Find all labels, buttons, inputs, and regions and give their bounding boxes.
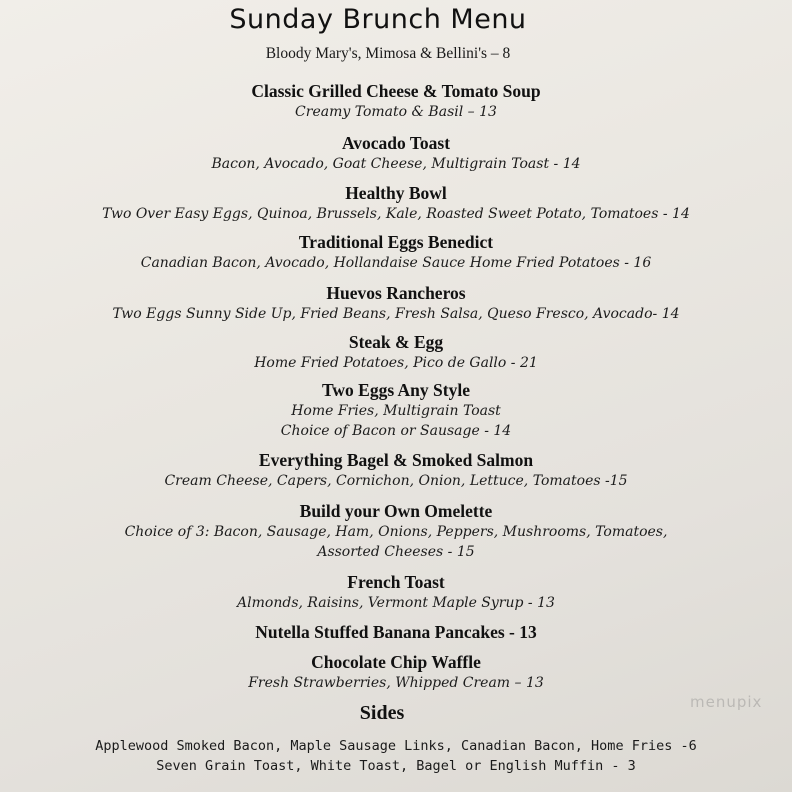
menu-item-healthy-bowl	[0, 182, 792, 224]
menu-item-grilled-cheese	[0, 80, 792, 122]
item-name: Nutella Stuffed Banana Pancakes - 13	[255, 622, 537, 642]
item-name: Classic Grilled Cheese & Tomato Soup	[251, 81, 541, 101]
item-desc: Home Fried Potatoes, Pico de Gallo - 21	[254, 355, 538, 371]
item-desc: Two Eggs Sunny Side Up, Fried Beans, Fresh Salsa, Queso Fresco, Avocado- 14	[112, 306, 680, 322]
item-desc: Almonds, Raisins, Vermont Maple Syrup - 13	[237, 595, 555, 611]
menu-item-avocado-toast	[0, 132, 792, 174]
item-name: French Toast	[347, 572, 445, 592]
menu-item-bagel-salmon	[0, 449, 792, 491]
item-name: Steak & Egg	[348, 332, 444, 352]
item-desc: Choice of Bacon or Sausage - 14	[280, 423, 512, 439]
item-name: Chocolate Chip Waffle	[311, 652, 481, 672]
item-desc: Cream Cheese, Capers, Cornichon, Onion, Lettuce, Tomatoes -15	[164, 473, 628, 489]
menu-item-steak-egg	[0, 331, 792, 373]
item-name: Build your Own Omelette	[299, 501, 493, 521]
watermark-logo: menupix	[690, 693, 763, 711]
sides-heading: Sides	[359, 702, 405, 724]
menu-item-huevos-rancheros	[0, 282, 792, 324]
menu-item-two-eggs	[0, 379, 792, 441]
item-desc: Creamy Tomato & Basil – 13	[295, 104, 497, 120]
item-name: Healthy Bowl	[345, 183, 447, 203]
item-desc: Home Fries, Multigrain Toast	[291, 403, 501, 419]
menu-title: Sunday Brunch Menu	[229, 4, 527, 35]
sides-line: Applewood Smoked Bacon, Maple Sausage Links, Canadian Bacon, Home Fries -6	[95, 738, 697, 754]
menu-item-eggs-benedict	[0, 231, 792, 273]
item-name: Avocado Toast	[341, 133, 451, 153]
menu-item-chocolate-waffle	[0, 651, 792, 693]
item-name: Two Eggs Any Style	[322, 380, 470, 400]
item-desc: Bacon, Avocado, Goat Cheese, Multigrain Toast - 14	[211, 156, 581, 172]
item-desc: Two Over Easy Eggs, Quinoa, Brussels, Kale, Roasted Sweet Potato, Tomatoes - 14	[102, 206, 690, 222]
menu-subtitle: Bloody Mary's, Mimosa & Bellini's – 8	[265, 45, 511, 62]
menu-item-omelette	[0, 500, 792, 562]
item-name: Everything Bagel & Smoked Salmon	[258, 450, 534, 470]
item-desc: Canadian Bacon, Avocado, Hollandaise Sauce Home Fried Potatoes - 16	[140, 255, 652, 271]
menu-item-nutella-pancakes	[0, 621, 792, 643]
sides-line: Seven Grain Toast, White Toast, Bagel or English Muffin - 3	[156, 758, 636, 774]
item-desc: Choice of 3: Bacon, Sausage, Ham, Onions, Peppers, Mushrooms, Tomatoes,	[124, 524, 668, 540]
item-name: Huevos Rancheros	[326, 283, 466, 303]
item-name: Traditional Eggs Benedict	[298, 232, 494, 252]
menu-item-french-toast	[0, 571, 792, 613]
item-desc: Fresh Strawberries, Whipped Cream – 13	[248, 675, 544, 691]
item-desc: Assorted Cheeses - 15	[317, 544, 475, 560]
